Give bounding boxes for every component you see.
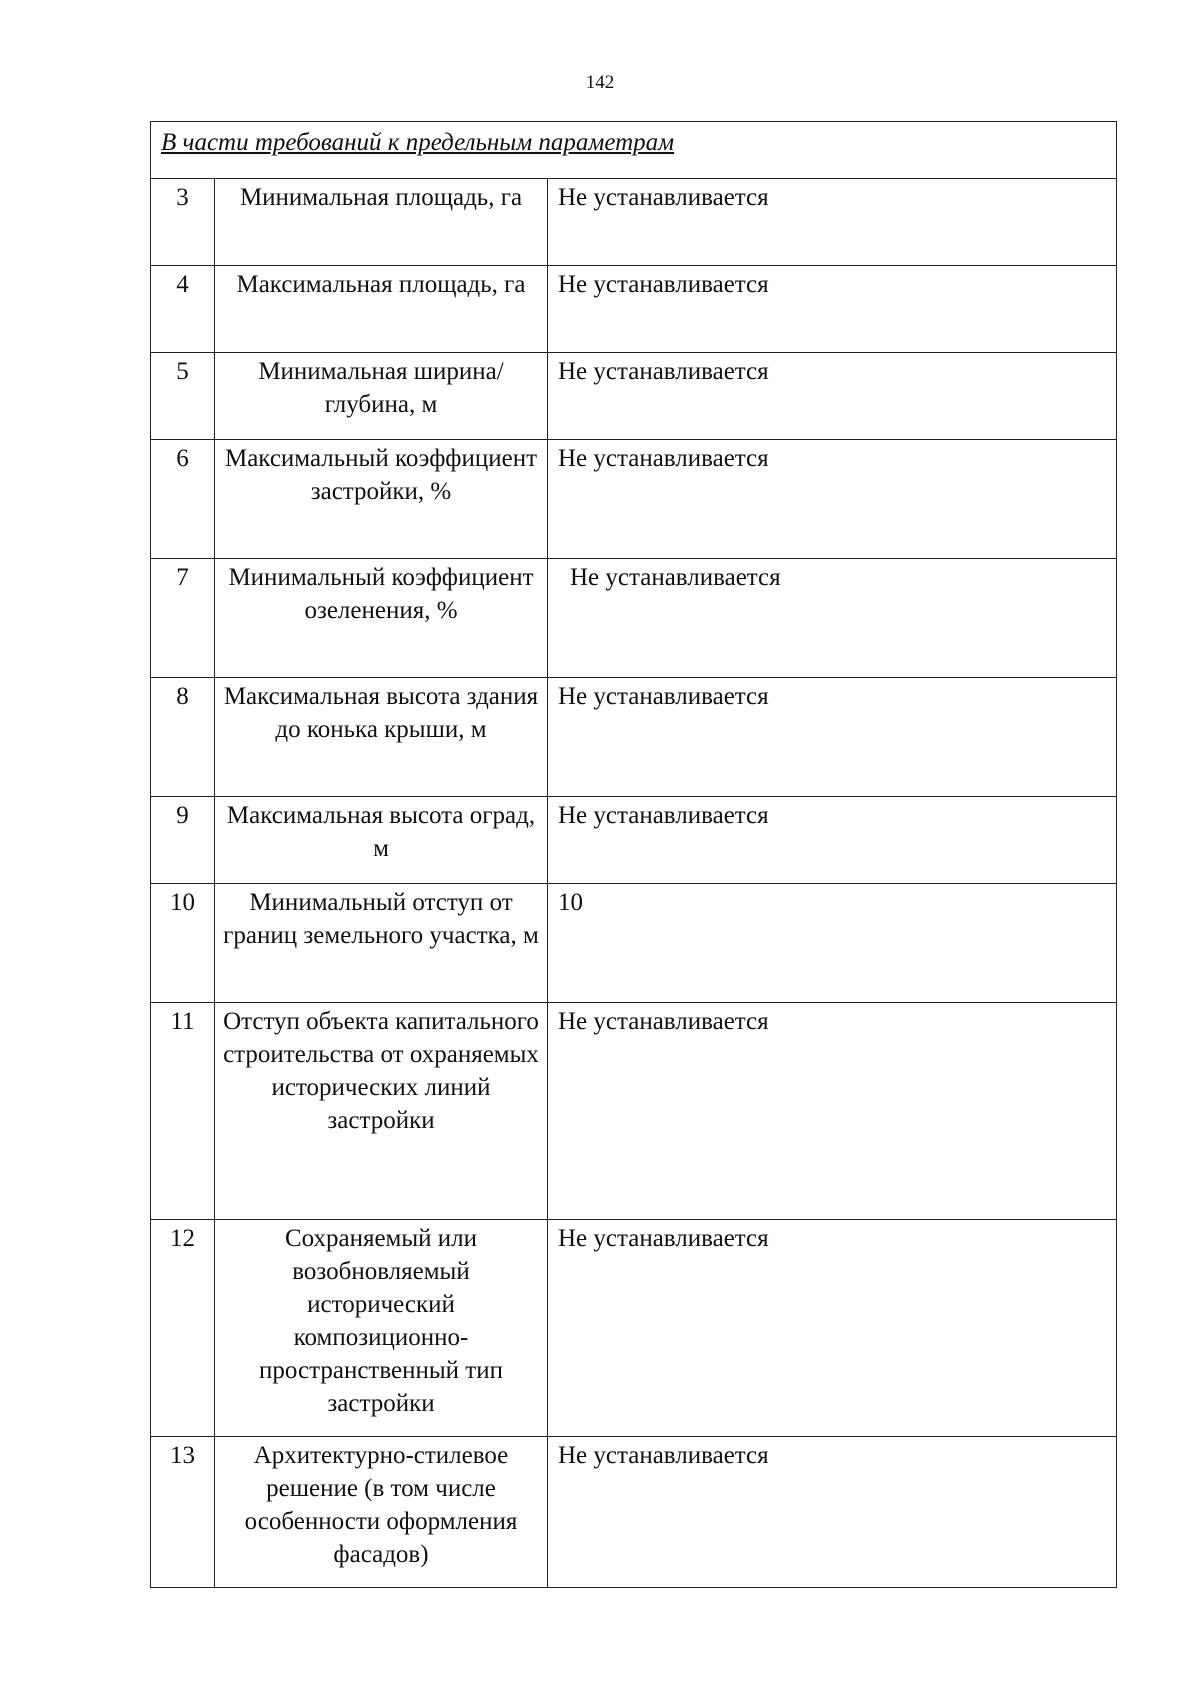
- parameter-value: Не устанавливается: [548, 266, 1117, 353]
- parameter-value: Не устанавливается: [548, 1220, 1117, 1437]
- parameter-value: Не устанавливается: [548, 1437, 1117, 1588]
- row-number: 12: [151, 1220, 215, 1437]
- row-number: 5: [151, 353, 215, 440]
- parameter-name: Отступ объекта капитального строительства от охраняемых исторических линий застройки: [215, 1003, 548, 1220]
- page-number: 142: [585, 72, 615, 93]
- row-number: 6: [151, 440, 215, 559]
- parameter-value: Не устанавливается: [548, 559, 1117, 678]
- table-row: [151, 353, 1117, 440]
- row-number: 9: [151, 797, 215, 884]
- parameter-value: Не устанавливается: [548, 797, 1117, 884]
- row-number: 7: [151, 559, 215, 678]
- table-row: [151, 1220, 1117, 1437]
- section-title: В части требований к предельным параметрам: [151, 122, 1117, 179]
- parameter-name: Сохраняемый или возобновляемый исторический композиционно-пространственный тип застройки: [215, 1220, 548, 1437]
- parameter-name: Минимальный коэффициент озеленения, %: [215, 559, 548, 678]
- parameter-name: Максимальная высота здания до конька крыши, м: [215, 678, 548, 797]
- parameter-name: Архитектурно-стилевое решение (в том числе особенности оформления фасадов): [215, 1437, 548, 1588]
- parameter-name: Минимальная площадь, га: [215, 179, 548, 266]
- table-row: [151, 1437, 1117, 1588]
- parameter-value: Не устанавливается: [548, 353, 1117, 440]
- row-number: 8: [151, 678, 215, 797]
- parameter-name: Максимальный коэффициент застройки, %: [215, 440, 548, 559]
- row-number: 11: [151, 1003, 215, 1220]
- parameter-value: Не устанавливается: [548, 1003, 1117, 1220]
- table-row: [151, 884, 1117, 1003]
- row-number: 4: [151, 266, 215, 353]
- table-row: [151, 179, 1117, 266]
- section-header-row: [151, 122, 1117, 179]
- parameter-name: Минимальная ширина/ глубина, м: [215, 353, 548, 440]
- parameter-value: 10: [548, 884, 1117, 1003]
- table-row: [151, 797, 1117, 884]
- table-row: [151, 266, 1117, 353]
- parameters-table: [150, 121, 1117, 1588]
- parameter-value: Не устанавливается: [548, 440, 1117, 559]
- row-number: 10: [151, 884, 215, 1003]
- table-row: [151, 440, 1117, 559]
- parameter-name: Максимальная высота оград, м: [215, 797, 548, 884]
- parameter-name: Минимальный отступ от границ земельного участка, м: [215, 884, 548, 1003]
- table-row: [151, 678, 1117, 797]
- table-row: [151, 1003, 1117, 1220]
- parameter-name: Максимальная площадь, га: [215, 266, 548, 353]
- parameter-value: Не устанавливается: [548, 678, 1117, 797]
- parameter-value: Не устанавливается: [548, 179, 1117, 266]
- table-row: [151, 559, 1117, 678]
- row-number: 3: [151, 179, 215, 266]
- row-number: 13: [151, 1437, 215, 1588]
